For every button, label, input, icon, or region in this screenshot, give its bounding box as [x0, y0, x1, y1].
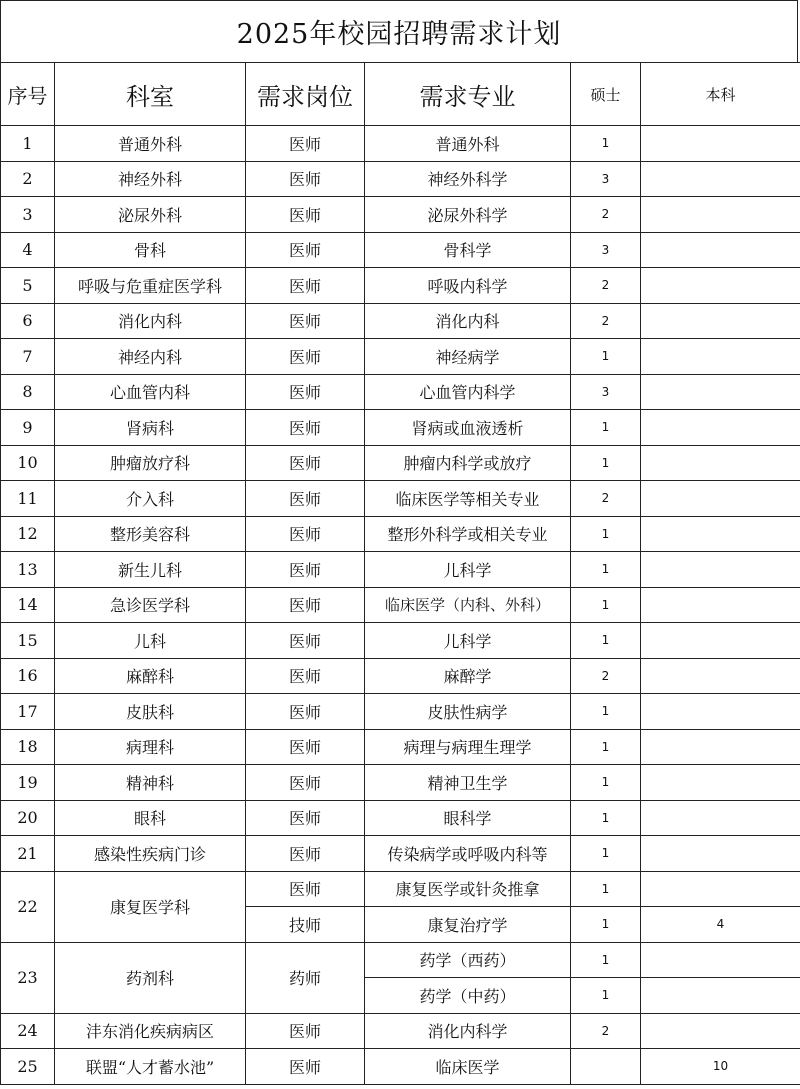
row-major: 神经病学 [365, 339, 571, 375]
row-master: 1 [571, 410, 641, 446]
row-department: 感染性疾病门诊 [55, 836, 246, 872]
row-master: 1 [571, 800, 641, 836]
row-index: 9 [1, 410, 55, 446]
row-major: 整形外科学或相关专业 [365, 516, 571, 552]
row-major: 康复医学或针灸推拿 [365, 871, 571, 907]
row-position: 医师 [246, 303, 365, 339]
row-position: 医师 [246, 339, 365, 375]
row-position: 医师 [246, 516, 365, 552]
row-position: 医师 [246, 232, 365, 268]
row-master: 1 [571, 623, 641, 659]
header-major: 需求专业 [365, 63, 571, 126]
row-bachelor [641, 303, 800, 339]
row-index: 2 [1, 161, 55, 197]
row-position: 医师 [246, 445, 365, 481]
row-bachelor [641, 871, 800, 907]
row-department: 神经内科 [55, 339, 246, 375]
row-master: 1 [571, 445, 641, 481]
row-master: 2 [571, 197, 641, 233]
header-master: 硕士 [571, 63, 641, 126]
row-index: 11 [1, 481, 55, 517]
row-department: 沣东消化疾病病区 [55, 1013, 246, 1049]
row-department: 麻醉科 [55, 658, 246, 694]
row-major: 精神卫生学 [365, 765, 571, 801]
table-row [1, 126, 800, 162]
row-master: 1 [571, 942, 641, 978]
row-department: 眼科 [55, 800, 246, 836]
row-master: 3 [571, 374, 641, 410]
row-master: 1 [571, 694, 641, 730]
row-master: 1 [571, 552, 641, 588]
row-bachelor [641, 587, 800, 623]
table-row [1, 729, 800, 765]
row-master: 2 [571, 1013, 641, 1049]
row-department: 肾病科 [55, 410, 246, 446]
table-row [1, 658, 800, 694]
table-row [1, 623, 800, 659]
row-major: 皮肤性病学 [365, 694, 571, 730]
row-index: 4 [1, 232, 55, 268]
row-department: 神经外科 [55, 161, 246, 197]
row-position: 医师 [246, 126, 365, 162]
row-department: 骨科 [55, 232, 246, 268]
row-bachelor: 10 [641, 1049, 800, 1085]
row-major: 临床医学等相关专业 [365, 481, 571, 517]
row-position: 医师 [246, 374, 365, 410]
row-master: 1 [571, 871, 641, 907]
table-row [1, 871, 800, 907]
table-row [1, 197, 800, 233]
row-position: 医师 [246, 410, 365, 446]
table-row [1, 410, 800, 446]
row-bachelor [641, 942, 800, 978]
row-master: 2 [571, 658, 641, 694]
table-row [1, 268, 800, 304]
row-index: 17 [1, 694, 55, 730]
row-position: 医师 [246, 623, 365, 659]
row-index: 6 [1, 303, 55, 339]
row-master [571, 1049, 641, 1085]
row-bachelor [641, 161, 800, 197]
row-index: 22 [1, 871, 55, 942]
row-index: 15 [1, 623, 55, 659]
row-master: 1 [571, 978, 641, 1014]
row-bachelor [641, 552, 800, 588]
row-bachelor [641, 197, 800, 233]
row-department: 普通外科 [55, 126, 246, 162]
table-row [1, 694, 800, 730]
table-row [1, 161, 800, 197]
row-major: 消化内科 [365, 303, 571, 339]
row-department: 消化内科 [55, 303, 246, 339]
row-department: 康复医学科 [55, 871, 246, 942]
row-bachelor [641, 481, 800, 517]
header-department: 科室 [55, 63, 246, 126]
row-position: 医师 [246, 658, 365, 694]
row-index: 7 [1, 339, 55, 375]
row-bachelor [641, 765, 800, 801]
row-master: 3 [571, 232, 641, 268]
row-position: 药师 [246, 942, 365, 1013]
row-master: 1 [571, 339, 641, 375]
table-row [1, 481, 800, 517]
row-master: 2 [571, 481, 641, 517]
row-index: 16 [1, 658, 55, 694]
row-bachelor [641, 374, 800, 410]
row-position: 医师 [246, 268, 365, 304]
row-bachelor [641, 836, 800, 872]
row-index: 8 [1, 374, 55, 410]
row-bachelor [641, 694, 800, 730]
row-major: 呼吸内科学 [365, 268, 571, 304]
table-row [1, 303, 800, 339]
row-position: 医师 [246, 552, 365, 588]
row-master: 1 [571, 907, 641, 943]
row-index: 3 [1, 197, 55, 233]
row-position: 医师 [246, 871, 365, 907]
row-master: 1 [571, 516, 641, 552]
row-position: 医师 [246, 729, 365, 765]
table-row [1, 1013, 800, 1049]
row-master: 2 [571, 303, 641, 339]
row-index: 23 [1, 942, 55, 1013]
table-row [1, 374, 800, 410]
row-department: 皮肤科 [55, 694, 246, 730]
row-position: 医师 [246, 694, 365, 730]
row-position: 医师 [246, 161, 365, 197]
table-row [1, 516, 800, 552]
row-master: 1 [571, 729, 641, 765]
row-index: 14 [1, 587, 55, 623]
row-major: 普通外科 [365, 126, 571, 162]
row-index: 1 [1, 126, 55, 162]
row-major: 麻醉学 [365, 658, 571, 694]
header-index: 序号 [1, 63, 55, 126]
table-row [1, 587, 800, 623]
row-bachelor [641, 445, 800, 481]
row-position: 医师 [246, 587, 365, 623]
page-title: 2025年校园招聘需求计划 [0, 0, 798, 62]
table-body [1, 126, 800, 1085]
table-row [1, 1049, 800, 1085]
row-major: 肾病或血液透析 [365, 410, 571, 446]
row-major: 传染病学或呼吸内科等 [365, 836, 571, 872]
row-index: 21 [1, 836, 55, 872]
row-department: 肿瘤放疗科 [55, 445, 246, 481]
row-major: 儿科学 [365, 552, 571, 588]
table-row [1, 836, 800, 872]
row-bachelor [641, 978, 800, 1014]
row-major: 肿瘤内科学或放疗 [365, 445, 571, 481]
row-position: 医师 [246, 481, 365, 517]
row-major: 药学（中药） [365, 978, 571, 1014]
row-department: 泌尿外科 [55, 197, 246, 233]
row-major: 消化内科学 [365, 1013, 571, 1049]
row-department: 精神科 [55, 765, 246, 801]
row-bachelor [641, 729, 800, 765]
row-position: 技师 [246, 907, 365, 943]
row-index: 20 [1, 800, 55, 836]
row-index: 13 [1, 552, 55, 588]
row-index: 19 [1, 765, 55, 801]
recruitment-table [0, 62, 800, 1085]
row-index: 5 [1, 268, 55, 304]
row-position: 医师 [246, 836, 365, 872]
row-bachelor [641, 268, 800, 304]
row-bachelor [641, 623, 800, 659]
row-bachelor: 4 [641, 907, 800, 943]
row-department: 心血管内科 [55, 374, 246, 410]
row-master: 1 [571, 765, 641, 801]
row-position: 医师 [246, 800, 365, 836]
table-header-row [1, 63, 800, 126]
row-bachelor [641, 410, 800, 446]
row-index: 25 [1, 1049, 55, 1085]
row-department: 药剂科 [55, 942, 246, 1013]
row-major: 心血管内科学 [365, 374, 571, 410]
table-row [1, 339, 800, 375]
row-position: 医师 [246, 765, 365, 801]
row-master: 2 [571, 268, 641, 304]
row-master: 1 [571, 836, 641, 872]
row-major: 病理与病理生理学 [365, 729, 571, 765]
row-bachelor [641, 658, 800, 694]
row-index: 12 [1, 516, 55, 552]
row-department: 介入科 [55, 481, 246, 517]
row-bachelor [641, 800, 800, 836]
table-row [1, 800, 800, 836]
row-major: 临床医学（内科、外科） [365, 587, 571, 623]
row-department: 儿科 [55, 623, 246, 659]
row-major: 泌尿外科学 [365, 197, 571, 233]
row-department: 整形美容科 [55, 516, 246, 552]
table-row [1, 445, 800, 481]
row-major: 儿科学 [365, 623, 571, 659]
row-major: 药学（西药） [365, 942, 571, 978]
row-position: 医师 [246, 197, 365, 233]
row-index: 18 [1, 729, 55, 765]
table-row [1, 552, 800, 588]
header-position: 需求岗位 [246, 63, 365, 126]
table-row [1, 942, 800, 978]
row-department: 呼吸与危重症医学科 [55, 268, 246, 304]
row-index: 10 [1, 445, 55, 481]
row-department: 联盟“人才蓄水池” [55, 1049, 246, 1085]
row-master: 1 [571, 126, 641, 162]
row-major: 眼科学 [365, 800, 571, 836]
row-index: 24 [1, 1013, 55, 1049]
row-bachelor [641, 1013, 800, 1049]
row-bachelor [641, 339, 800, 375]
row-major: 临床医学 [365, 1049, 571, 1085]
row-bachelor [641, 516, 800, 552]
row-department: 急诊医学科 [55, 587, 246, 623]
row-position: 医师 [246, 1013, 365, 1049]
row-bachelor [641, 232, 800, 268]
row-major: 神经外科学 [365, 161, 571, 197]
table-row [1, 765, 800, 801]
row-bachelor [641, 126, 800, 162]
row-major: 骨科学 [365, 232, 571, 268]
header-bachelor: 本科 [641, 63, 800, 126]
row-master: 1 [571, 587, 641, 623]
row-department: 病理科 [55, 729, 246, 765]
row-master: 3 [571, 161, 641, 197]
row-position: 医师 [246, 1049, 365, 1085]
table-row [1, 232, 800, 268]
row-department: 新生儿科 [55, 552, 246, 588]
row-major: 康复治疗学 [365, 907, 571, 943]
